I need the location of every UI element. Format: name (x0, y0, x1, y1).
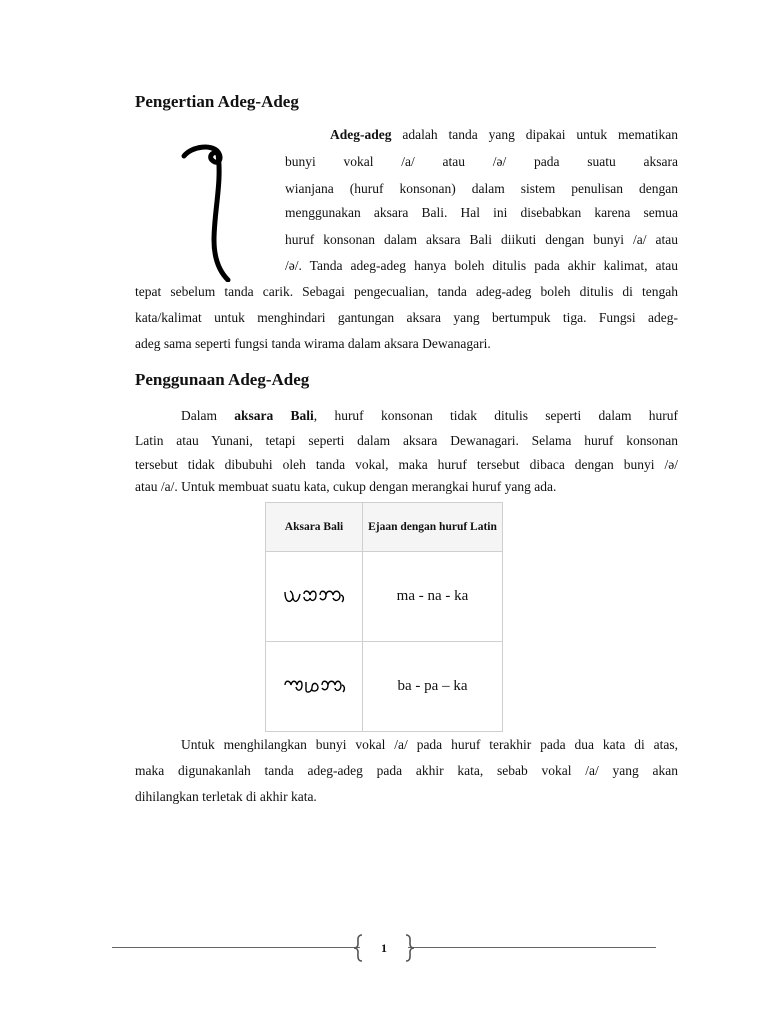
paragraph-line: kata/kalimat untuk menghindari gantungan aksara yang bertumpuk tiga. Fungsi adeg- (135, 310, 678, 325)
footer-rule-left (112, 947, 360, 948)
paragraph-line: Untuk menghilangkan bunyi vokal /a/ pada huruf terakhir pada dua kata di atas, (181, 737, 678, 752)
paragraph-line: /ə/. Tanda adeg-adeg hanya boleh ditulis pada akhir kalimat, atau (285, 258, 678, 273)
table-cell-bali (266, 552, 363, 642)
table-cell-bali (266, 642, 363, 732)
paragraph-line: adeg sama seperti fungsi tanda wirama dalam aksara Dewanagari. (135, 336, 491, 351)
term-adeg-adeg: Adeg-adeg (330, 127, 392, 142)
table-header-row (266, 503, 503, 552)
paragraph-line: menggunakan aksara Bali. Hal ini disebabkan karena semua (285, 205, 678, 220)
paragraph-line: dihilangkan terletak di akhir kata. (135, 789, 317, 804)
table-header-ejaan: Ejaan dengan huruf Latin (363, 503, 503, 552)
paragraph-line: atau /a/. Untuk membuat suatu kata, cukup dengan merangkai huruf yang ada. (135, 479, 557, 494)
balinese-script-bapaka-icon (282, 676, 346, 698)
paragraph-line: bunyi vokal /a/ atau /ə/ pada suatu aksara (285, 154, 678, 169)
paragraph-line: Dalam aksara Bali, huruf konsonan tidak ditulis seperti dalam huruf (181, 408, 678, 423)
paragraph-line: tepat sebelum tanda carik. Sebagai pengecualian, tanda adeg-adeg boleh ditulis di tengah (135, 284, 678, 299)
paragraph-line: tersebut tidak dibubuhi oleh tanda vokal, maka huruf tersebut dibaca dengan bunyi /ə/ (135, 457, 678, 472)
section-title-pengertian: Pengertian Adeg-Adeg (135, 92, 299, 111)
balinese-script-manaka-icon (282, 586, 346, 608)
paragraph-line: Adeg-adeg adalah tanda yang dipakai untuk mematikan (330, 127, 678, 142)
adeg-adeg-glyph-icon (178, 142, 238, 282)
table-cell-latin: ma - na - ka (363, 552, 503, 642)
page-number: 1 (381, 941, 387, 955)
table-row (266, 552, 503, 642)
footer-rule-right (408, 947, 656, 948)
table-cell-latin: ba - pa – ka (363, 642, 503, 732)
term-aksara-bali: aksara Bali (234, 408, 314, 423)
table-row (266, 642, 503, 732)
aksara-table (265, 502, 503, 732)
table-header-aksara-bali: Aksara Bali (266, 503, 363, 552)
paragraph-line: Latin atau Yunani, tetapi seperti dalam aksara Dewanagari. Selama huruf konsonan (135, 433, 678, 448)
paragraph-line: wianjana (huruf konsonan) dalam sistem penulisan dengan (285, 181, 678, 196)
paragraph-line: huruf konsonan dalam aksara Bali diikuti dengan bunyi /a/ atau (285, 232, 678, 247)
paragraph-line: maka digunakanlah tanda adeg-adeg pada akhir kata, sebab vokal /a/ yang akan (135, 763, 678, 778)
section-title-penggunaan: Penggunaan Adeg-Adeg (135, 370, 310, 389)
